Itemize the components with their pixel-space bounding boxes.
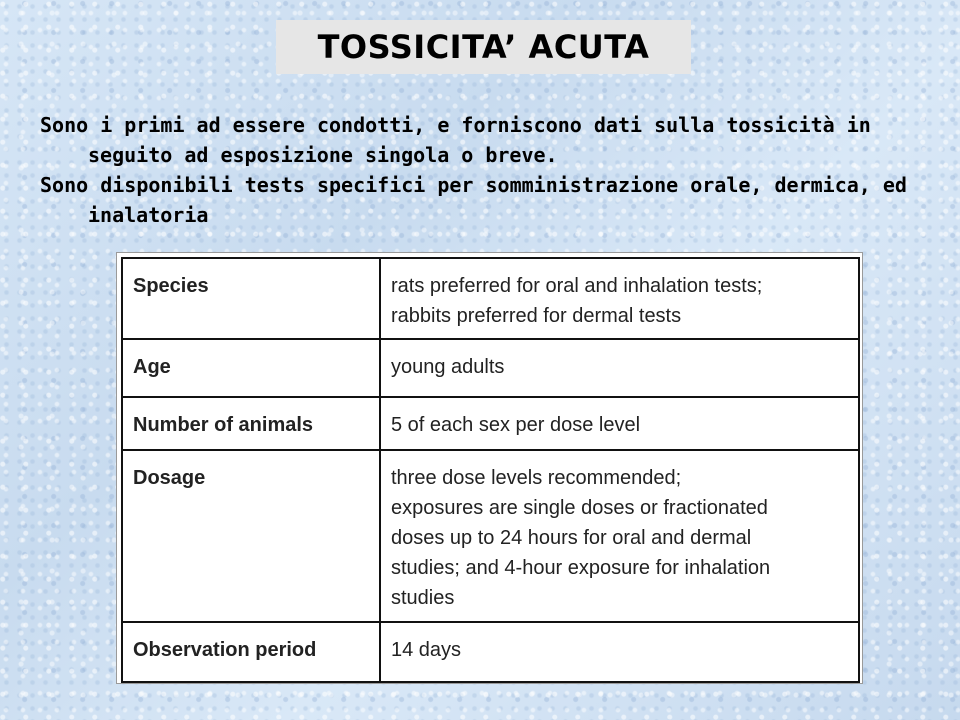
intro-paragraph: Sono i primi ad essere condotti, e forniscono dati sulla tossicità in seguito ad esposizione singola o breve. [40,113,871,167]
row-value [380,339,859,397]
row-value-line: studies [391,587,455,609]
row-label: Age [122,339,380,397]
row-value-line: rabbits preferred for dermal tests [391,305,682,327]
row-label: Dosage [122,450,380,622]
row-label: Observation period [122,622,380,682]
row-label: Number of animals [122,397,380,450]
intro-text [40,110,940,230]
row-value-line: young adults [391,356,505,378]
table-row-number-of-animals [122,397,859,450]
row-value [380,450,859,622]
row-value [380,622,859,682]
row-value-line: 14 days [391,639,462,661]
slide-title-text: TOSSICITA’ ACUTA [317,28,650,66]
row-label: Species [122,258,380,339]
row-value-line: exposures are single doses or fractionated [391,497,768,519]
row-value-line: doses up to 24 hours for oral and dermal [391,527,752,549]
row-value [380,258,859,339]
table-row-observation-period [122,622,859,682]
test-parameters-table-frame [116,252,863,684]
slide-title [276,20,691,74]
table-row-dosage [122,450,859,622]
table-row-species [122,258,859,339]
row-value-line: 5 of each sex per dose level [391,414,641,436]
intro-paragraph: Sono disponibili tests specifici per somministrazione orale, dermica, ed inalatoria [40,173,907,227]
row-value [380,397,859,450]
row-value-line: rats preferred for oral and inhalation tests; [391,275,763,297]
table-row-age [122,339,859,397]
test-parameters-table [121,257,860,683]
row-value-line: studies; and 4-hour exposure for inhalation [391,557,771,579]
row-value-line: three dose levels recommended; [391,467,682,489]
